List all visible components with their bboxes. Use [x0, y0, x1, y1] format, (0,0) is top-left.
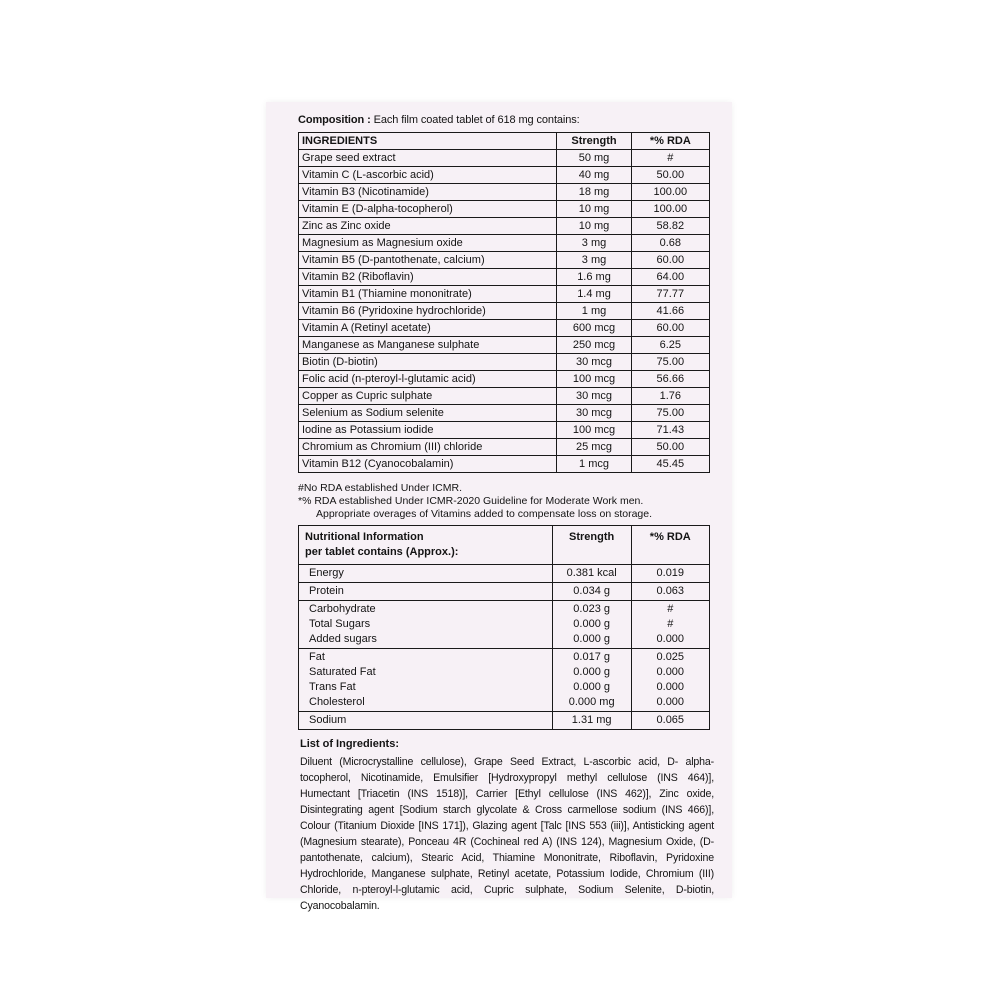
- nutrient-rda: 0.000: [656, 696, 685, 708]
- nutrient-strength: 0.000 g: [573, 618, 610, 630]
- ingredient-row: [299, 184, 710, 201]
- ingredient-rda: 75.00: [631, 354, 709, 371]
- nutrient-rda-cell: [631, 649, 709, 712]
- ingredient-strength: 3 mg: [557, 252, 631, 269]
- overages-note: Appropriate overages of Vitamins added to compensate loss on storage.: [316, 508, 653, 520]
- nutrition-group-row: [299, 649, 710, 712]
- no-rda-note: #No RDA established Under ICMR.: [298, 482, 462, 494]
- composition-label: Composition :: [298, 114, 371, 126]
- list-of-ingredients-title: List of Ingredients:: [300, 738, 399, 750]
- ingredient-strength: 10 mg: [557, 218, 631, 235]
- ingredient-name: Vitamin E (D-alpha-tocopherol): [299, 201, 557, 218]
- nutrition-header-row: [299, 526, 710, 565]
- ingredient-name: Vitamin B12 (Cyanocobalamin): [299, 456, 557, 473]
- nutrition-group-row: [299, 712, 710, 730]
- ingredient-strength: 1.6 mg: [557, 269, 631, 286]
- nutrient-rda: 0.000: [656, 633, 685, 645]
- nutrient-rda: #: [667, 618, 674, 630]
- nutrient-strength: 0.000 mg: [568, 696, 615, 708]
- nutrition-group-row: [299, 601, 710, 649]
- ingredient-rda: 77.77: [631, 286, 709, 303]
- nutrient-rda: 0.025: [656, 651, 685, 663]
- ingredient-name: Manganese as Manganese sulphate: [299, 337, 557, 354]
- ingredient-row: [299, 167, 710, 184]
- ingredient-row: [299, 201, 710, 218]
- ingredients-header: INGREDIENTS: [299, 133, 557, 150]
- ingredient-row: [299, 150, 710, 167]
- nutrient-strength: 0.023 g: [573, 603, 610, 615]
- nutrient-name-cell: [299, 583, 553, 601]
- rda-header: *% RDA: [631, 133, 709, 150]
- ingredient-strength: 3 mg: [557, 235, 631, 252]
- nutrient-name: Added sugars: [309, 633, 377, 645]
- ingredient-name: Vitamin B2 (Riboflavin): [299, 269, 557, 286]
- ingredient-rda: 41.66: [631, 303, 709, 320]
- ingredient-row: [299, 320, 710, 337]
- ingredient-row: [299, 439, 710, 456]
- ingredient-rda: 0.68: [631, 235, 709, 252]
- ingredient-name: Chromium as Chromium (III) chloride: [299, 439, 557, 456]
- nutrient-rda: #: [667, 603, 674, 615]
- nutrition-body: [299, 565, 710, 730]
- nutrient-strength: 0.017 g: [573, 651, 610, 663]
- ingredient-strength: 250 mcg: [557, 337, 631, 354]
- nutrition-header-line1: Nutritional Information: [305, 531, 424, 543]
- ingredient-rda: 58.82: [631, 218, 709, 235]
- nutrition-group-row: [299, 565, 710, 583]
- nutrition-rda-header: *% RDA: [631, 526, 709, 565]
- nutrient-name-cell: [299, 649, 553, 712]
- ingredient-row: [299, 337, 710, 354]
- nutrient-strength: 0.000 g: [573, 681, 610, 693]
- rda-notes: [298, 482, 652, 521]
- ingredient-name: Grape seed extract: [299, 150, 557, 167]
- ingredient-name: Vitamin A (Retinyl acetate): [299, 320, 557, 337]
- ingredient-name: Selenium as Sodium selenite: [299, 405, 557, 422]
- ingredient-strength: 18 mg: [557, 184, 631, 201]
- ingredient-row: [299, 252, 710, 269]
- ingredient-name: Iodine as Potassium iodide: [299, 422, 557, 439]
- nutrient-name: Saturated Fat: [309, 666, 376, 678]
- nutrient-strength-cell: [552, 712, 631, 730]
- ingredient-strength: 30 mcg: [557, 354, 631, 371]
- nutrient-rda-cell: [631, 565, 709, 583]
- nutrient-name: Carbohydrate: [309, 603, 376, 615]
- nutrient-strength: 0.000 g: [573, 633, 610, 645]
- ingredient-rda: 60.00: [631, 320, 709, 337]
- nutrient-name: Cholesterol: [309, 696, 365, 708]
- ingredient-strength: 30 mcg: [557, 405, 631, 422]
- ingredient-name: Vitamin C (L-ascorbic acid): [299, 167, 557, 184]
- ingredient-name: Vitamin B6 (Pyridoxine hydrochloride): [299, 303, 557, 320]
- ingredient-strength: 100 mcg: [557, 422, 631, 439]
- ingredient-name: Vitamin B5 (D-pantothenate, calcium): [299, 252, 557, 269]
- nutrition-strength-header: Strength: [552, 526, 631, 565]
- nutrient-strength: 0.381 kcal: [566, 567, 617, 579]
- ingredient-rda: 6.25: [631, 337, 709, 354]
- ingredient-row: [299, 388, 710, 405]
- nutrient-rda-cell: [631, 583, 709, 601]
- ingredient-strength: 1 mg: [557, 303, 631, 320]
- ingredient-rda: 75.00: [631, 405, 709, 422]
- nutrient-name-cell: [299, 601, 553, 649]
- nutrition-group-row: [299, 583, 710, 601]
- ingredient-rda: 100.00: [631, 184, 709, 201]
- nutrient-strength-cell: [552, 565, 631, 583]
- nutrient-strength-cell: [552, 649, 631, 712]
- ingredient-strength: 25 mcg: [557, 439, 631, 456]
- nutrient-strength: 0.034 g: [573, 585, 610, 597]
- ingredient-rda: 50.00: [631, 167, 709, 184]
- ingredient-row: [299, 218, 710, 235]
- ingredient-name: Vitamin B3 (Nicotinamide): [299, 184, 557, 201]
- ingredient-row: [299, 269, 710, 286]
- nutrient-rda-cell: [631, 601, 709, 649]
- ingredient-strength: 10 mg: [557, 201, 631, 218]
- ingredient-rda: 45.45: [631, 456, 709, 473]
- ingredient-row: [299, 303, 710, 320]
- nutrient-strength: 0.000 g: [573, 666, 610, 678]
- ingredient-rda: 100.00: [631, 201, 709, 218]
- ingredient-strength: 50 mg: [557, 150, 631, 167]
- ingredient-strength: 40 mg: [557, 167, 631, 184]
- composition-line: [298, 114, 580, 126]
- ingredient-row: [299, 354, 710, 371]
- nutrient-name: Total Sugars: [309, 618, 371, 630]
- ingredient-row: [299, 371, 710, 388]
- nutrient-name: Trans Fat: [309, 681, 356, 693]
- nutrient-rda: 0.065: [656, 714, 685, 726]
- list-of-ingredients-text: Diluent (Microcrystalline cellulose), Grape Seed Extract, L-ascorbic acid, D- alpha-tocopherol, Nicotinamide, Emulsifier [Hydroxypropyl methyl cellulose (INS 464)], Humectant [Triacetin (INS 1518)], Carrier [Ethyl cellulose (INS 462)], Zinc oxide, Disintegrating agent [Sodium starch glycolate & Cross carmellose sodium (INS 466)], Colour (Titanium Dioxide [INS 171]), Glazing agent [Talc [INS 553 (iii)], Antisticking agent (Magnesium stearate), Ponceau 4R (Cochineal red A) (INS 124), Magnesium Oxide, (D-pantothenate, calcium), Stearic Acid, Thiamine Mononitrate, Riboflavin, Pyridoxine Hydrochloride, Manganese sulphate, Retinyl acetate, Potassium Iodide, Chromium (III) Chloride, n-pteroyl-l-glutamic acid, Cupric sulphate, Sodium Selenite, D-biotin, Cyanocobalamin.: [300, 756, 714, 912]
- ingredient-rda: 64.00: [631, 269, 709, 286]
- ingredients-table: [298, 132, 710, 473]
- nutrient-rda-cell: [631, 712, 709, 730]
- rda-guideline-note: *% RDA established Under ICMR-2020 Guideline for Moderate Work men.: [298, 495, 644, 507]
- ingredient-row: [299, 422, 710, 439]
- ingredient-strength: 1.4 mg: [557, 286, 631, 303]
- nutrient-name-cell: [299, 712, 553, 730]
- ingredient-name: Folic acid (n-pteroyl-l-glutamic acid): [299, 371, 557, 388]
- ingredient-name: Biotin (D-biotin): [299, 354, 557, 371]
- ingredient-rda: 1.76: [631, 388, 709, 405]
- ingredients-body: [299, 150, 710, 473]
- ingredient-name: Copper as Cupric sulphate: [299, 388, 557, 405]
- nutrient-name: Fat: [309, 651, 325, 663]
- nutrient-name: Sodium: [309, 714, 347, 726]
- strength-header: Strength: [557, 133, 631, 150]
- ingredient-rda: 50.00: [631, 439, 709, 456]
- nutrition-table: [298, 525, 710, 730]
- nutrient-strength-cell: [552, 583, 631, 601]
- nutrient-name: Protein: [309, 585, 344, 597]
- ingredient-strength: 1 mcg: [557, 456, 631, 473]
- ingredient-name: Zinc as Zinc oxide: [299, 218, 557, 235]
- ingredient-row: [299, 286, 710, 303]
- nutrient-strength: 1.31 mg: [571, 714, 612, 726]
- nutrient-strength-cell: [552, 601, 631, 649]
- ingredient-rda: #: [631, 150, 709, 167]
- ingredient-row: [299, 235, 710, 252]
- nutrient-rda: 0.000: [656, 666, 685, 678]
- ingredient-strength: 100 mcg: [557, 371, 631, 388]
- composition-text: Each film coated tablet of 618 mg contains:: [370, 114, 580, 126]
- ingredient-row: [299, 405, 710, 422]
- ingredient-rda: 60.00: [631, 252, 709, 269]
- nutrition-header-line2: per tablet contains (Approx.):: [305, 546, 459, 558]
- ingredient-strength: 600 mcg: [557, 320, 631, 337]
- nutrient-rda: 0.019: [656, 567, 685, 579]
- ingredient-name: Vitamin B1 (Thiamine mononitrate): [299, 286, 557, 303]
- nutrient-rda: 0.000: [656, 681, 685, 693]
- ingredients-header-row: [299, 133, 710, 150]
- ingredient-name: Magnesium as Magnesium oxide: [299, 235, 557, 252]
- ingredient-strength: 30 mcg: [557, 388, 631, 405]
- nutrient-rda: 0.063: [656, 585, 685, 597]
- ingredient-rda: 56.66: [631, 371, 709, 388]
- ingredient-row: [299, 456, 710, 473]
- ingredient-rda: 71.43: [631, 422, 709, 439]
- nutrition-header: [299, 526, 553, 565]
- nutrient-name-cell: [299, 565, 553, 583]
- nutrient-name: Energy: [309, 567, 344, 579]
